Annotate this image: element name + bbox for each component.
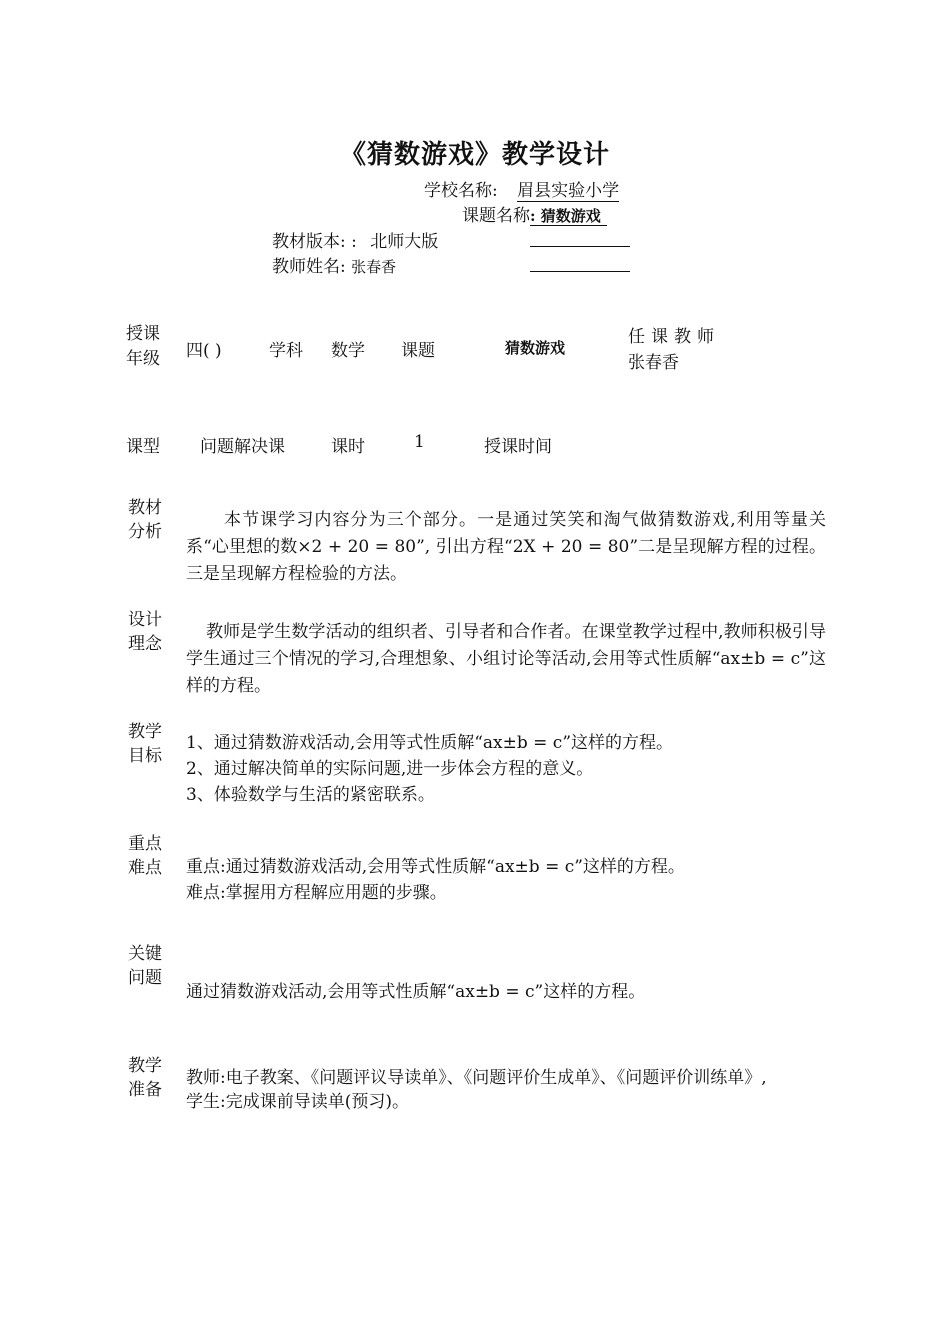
topic-label: 课题名称 [462,206,530,226]
grade-value: 四( ) [186,341,222,361]
type-label: 课型 [126,437,160,457]
focus-point: 重点:通过猜数游戏活动,会用等式性质解“ax±b = c”这样的方程。 [186,857,685,877]
key-points-label: 重点难点 [128,834,162,878]
edition-label: 教材版本: : [272,232,357,252]
concept-text: 教师是学生数学活动的组织者、引导者和合作者。在课堂教学过程中,教师积极引导学生通过三个情况的学习,合理想象、小组讨论等活动,会用等式性质解“ax±b = c”这样的方程。 [186,622,826,696]
school-label: 学校名称: [424,181,498,201]
hours-value: 1 [414,432,425,452]
page-title: 《猜数游戏》教学设计 [339,140,610,170]
goal-item: 3、体验数学与生活的紧密联系。 [186,785,435,805]
topic-value: : 猜数游戏 [530,207,607,226]
hours-label: 课时 [331,437,365,457]
teacher-line [272,252,396,277]
goal-item: 1、通过猜数游戏活动,会用等式性质解“ax±b = c”这样的方程。 [186,733,674,753]
teacher-blank-line [530,271,630,272]
concept-label: 设计理念 [128,610,162,654]
time-label: 授课时间 [484,437,552,457]
type-value: 问题解决课 [200,437,285,457]
topic-row-label: 课题 [401,341,435,361]
analysis-label: 教材分析 [128,498,162,542]
goal-item: 2、通过解决简单的实际问题,进一步体会方程的意义。 [186,759,594,779]
grade-label: 授课年级 [126,324,160,369]
edition-line [272,227,438,252]
difficulty-point: 难点:掌握用方程解应用题的步骤。 [186,883,447,903]
key-question-label: 关键问题 [128,944,162,988]
goals-label: 教学目标 [128,722,162,766]
analysis-text: 本节课学习内容分为三个部分。一是通过笑笑和淘气做猜数游戏,利用等量关系“心里想的数×2 + 20 = 80”, 引出方程“2X + 20 = 80”二是呈现解方程的过程。三是呈现解方程检验的方法。 [186,510,826,584]
subject-label: 学科 [269,341,303,361]
preparation-label: 教学准备 [128,1056,162,1100]
preparation-teacher: 教师:电子教案、《问题评议导读单》、《问题评价生成单》、《问题评价训练单》, [186,1068,767,1088]
edition-blank-line [530,246,630,247]
teacher-label: 教师姓名: [272,257,346,277]
teacher-row-value: 张春香 [628,353,679,373]
topic-name-line [462,201,607,226]
subject-value: 数学 [331,341,365,361]
edition-value: 北师大版 [370,232,439,252]
school-name-line [424,176,619,201]
teacher-row-label: 任课教师 [628,327,720,347]
goals-list [186,730,826,808]
school-value: 眉县实验小学 [517,181,620,201]
key-question-text: 通过猜数游戏活动,会用等式性质解“ax±b = c”这样的方程。 [186,982,646,1002]
preparation-student: 学生:完成课前导读单(预习)。 [186,1092,409,1112]
teacher-value: 张春香 [351,258,397,276]
preparation-text [186,1066,826,1114]
key-points-text [186,854,826,906]
topic-row-value: 猜数游戏 [505,339,566,357]
